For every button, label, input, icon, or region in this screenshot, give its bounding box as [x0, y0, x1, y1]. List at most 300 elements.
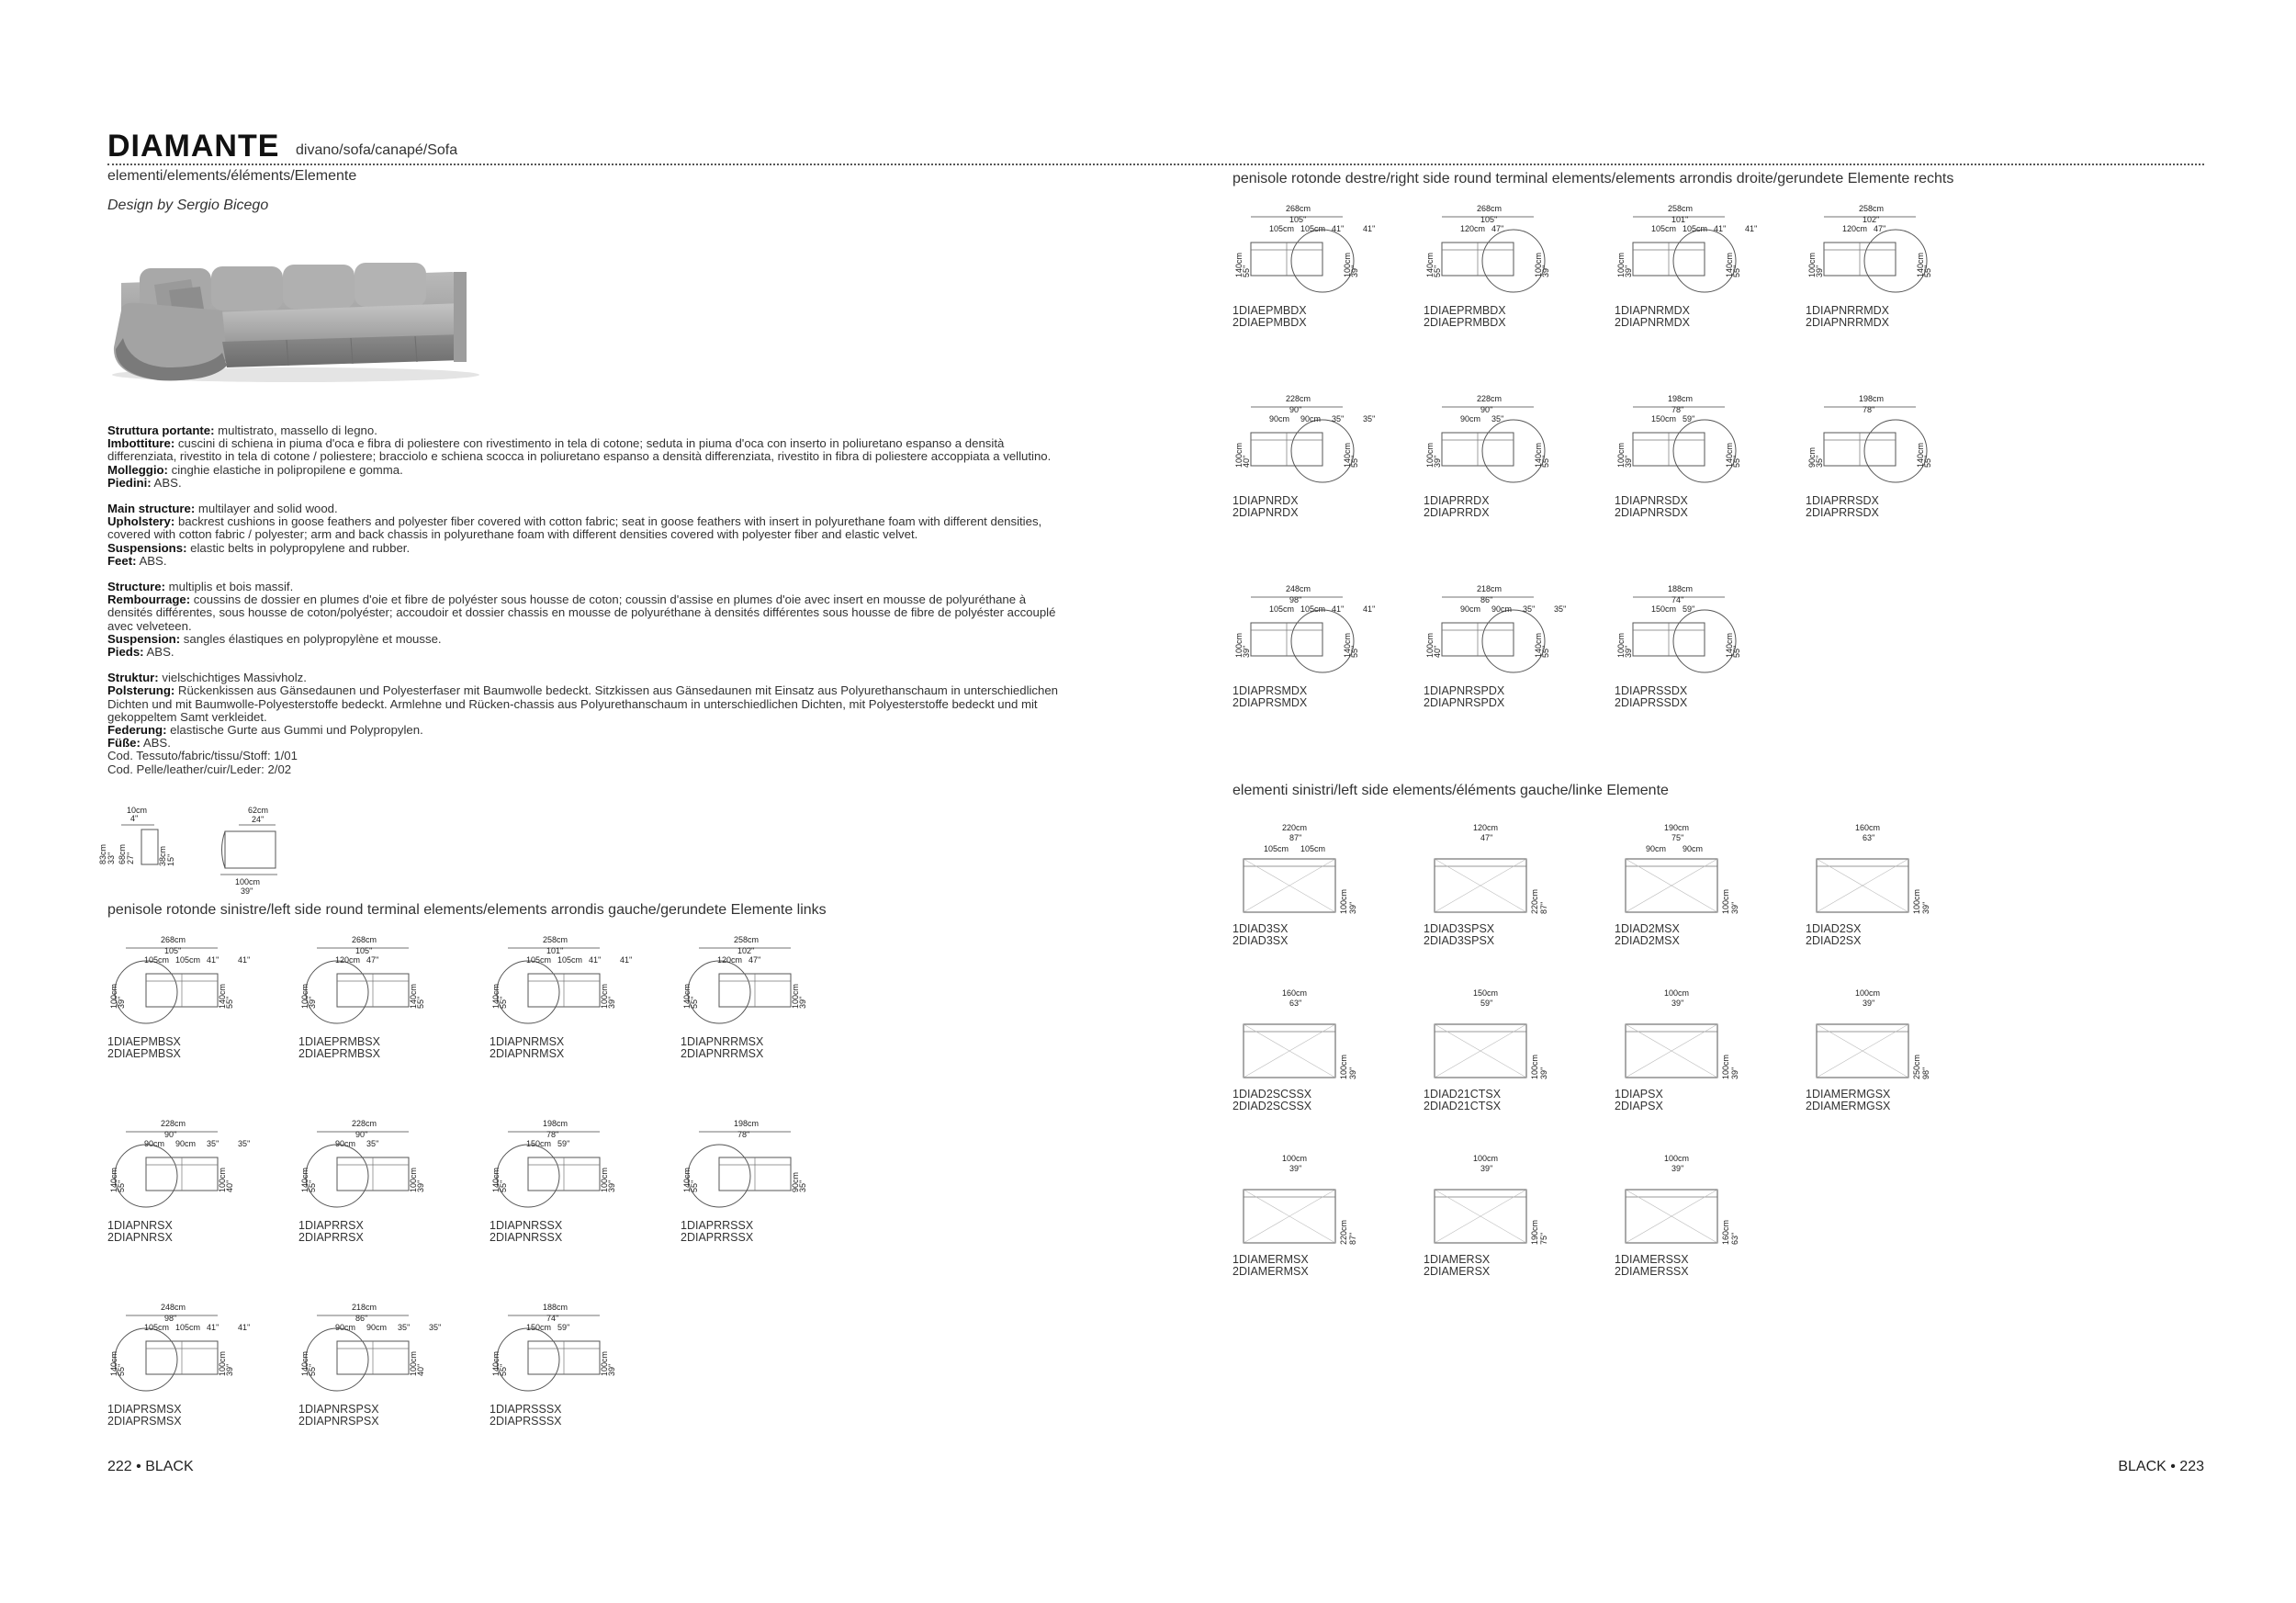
dimension-label: 87'': [1348, 1232, 1357, 1245]
dimension-label: 268cm: [1286, 204, 1311, 213]
dimension-label: 39'': [607, 1363, 616, 1376]
dimension-label: 105cm: [1264, 844, 1289, 853]
element-code: 1DIAD3SX: [1232, 922, 1289, 935]
dimension-label: 100cm: [1425, 632, 1435, 658]
desc-line: [107, 684, 1072, 724]
dimension-label: 248cm: [161, 1303, 186, 1312]
dimension-label: 41'': [238, 955, 251, 965]
element-drawing: [1232, 584, 1376, 685]
element-code: 2DIAEPMBDX: [1232, 316, 1307, 329]
dimension-label: 35'': [1332, 414, 1345, 423]
element-drawing-cell: [107, 1119, 251, 1244]
element-code: 1DIAD21CTSX: [1424, 1088, 1502, 1101]
dimension-label: 63'': [1289, 999, 1302, 1008]
dimension-label: 41'': [1363, 604, 1376, 614]
dimension-label: 63'': [1730, 1232, 1739, 1245]
dimension-label: 105'': [164, 946, 182, 955]
dimension-label: 78'': [1863, 405, 1875, 414]
dimension-label: 198cm: [1668, 394, 1694, 403]
dimension-label: 90cm: [1460, 414, 1481, 423]
desc-label: Imbottiture:: [107, 436, 175, 451]
dimension-label: 105cm: [1300, 844, 1326, 853]
desc-label: Suspensions:: [107, 540, 187, 555]
dimension-label: 47'': [1491, 224, 1504, 233]
element-codes: [1615, 1254, 1743, 1278]
element-codes: [1615, 685, 1743, 709]
element-drawing-cell: [1232, 822, 1361, 947]
dimension-label: 87'': [1289, 833, 1302, 842]
element-drawing: [1615, 1153, 1743, 1254]
dimension-label: 140cm: [1725, 442, 1734, 468]
element-code: 1DIAD2SCSSX: [1232, 1088, 1312, 1101]
element-code: 2DIAPSX: [1615, 1100, 1663, 1112]
dimension-label: 100cm: [300, 983, 310, 1009]
desc-line: [107, 424, 1072, 437]
dimension-label: 140cm: [218, 983, 227, 1009]
dimension-label: 140cm: [409, 983, 418, 1009]
element-drawing-cell: [681, 935, 809, 1060]
element-code: 1DIAMERSSX: [1615, 1253, 1689, 1266]
element-code: 1DIAMERMGSX: [1806, 1088, 1891, 1101]
dimension-label: 140cm: [1916, 252, 1925, 277]
dimension-label: 100cm: [1425, 442, 1435, 468]
element-codes: [1615, 923, 1743, 947]
dimension-label: 140cm: [491, 1350, 501, 1376]
desc-line: [107, 633, 1072, 646]
element-drawing-cell: [1615, 584, 1743, 709]
element-code: 2DIAD2SCSSX: [1232, 1100, 1312, 1112]
element-code: 2DIAPRSSDX: [1615, 696, 1688, 709]
element-code: 1DIAPNRSSX: [490, 1219, 563, 1232]
dimension-label: 100cm: [1339, 1054, 1348, 1079]
element-drawing: [1615, 584, 1743, 685]
dimension-label: 90cm: [335, 1139, 356, 1148]
element-drawing-cell: [1806, 204, 1934, 329]
element-drawing-cell: [1615, 394, 1743, 519]
element-drawing-cell: [1232, 584, 1376, 709]
element-drawing-cell: [107, 1303, 251, 1428]
dimension-label: 55'': [1732, 265, 1741, 277]
dimension-label: 160cm: [1855, 823, 1881, 832]
element-codes: [681, 1220, 809, 1244]
element-codes: [1806, 305, 1934, 329]
element-code: 2DIAPRRSSX: [681, 1231, 754, 1244]
element-code: 1DIAD2SX: [1806, 922, 1862, 935]
element-drawing-cell: [1232, 204, 1376, 329]
dimension-label: 59'': [1683, 414, 1695, 423]
element-drawing: [1232, 1153, 1361, 1254]
dimension-label: 220cm: [1530, 888, 1539, 914]
dimension-label: 59'': [557, 1139, 570, 1148]
element-drawing-cell: [1806, 822, 1934, 947]
element-drawing-cell: [1232, 394, 1376, 519]
element-codes: [490, 1220, 618, 1244]
element-drawing: [1615, 988, 1743, 1089]
dimension-label: 78'': [1671, 405, 1684, 414]
dimension-label: 39'': [1624, 455, 1633, 468]
desc-label: Molleggio:: [107, 462, 168, 477]
dimension-label: 140cm: [1725, 252, 1734, 277]
dimension-label: 35'': [1491, 414, 1504, 423]
dimension-label: 220cm: [1339, 1219, 1348, 1245]
dimension-label: 90cm: [1683, 844, 1704, 853]
dimension-label: 90cm: [1646, 844, 1667, 853]
dimension-label: 90cm: [1269, 414, 1290, 423]
dimension-label: 100cm: [1855, 988, 1881, 998]
dimension-label: 188cm: [1668, 584, 1694, 593]
dimension-label: 55'': [416, 996, 425, 1009]
element-drawing-cell: [1615, 822, 1743, 947]
dim-label: 27'': [126, 852, 135, 864]
dimension-label: 100cm: [1234, 632, 1244, 658]
dim-label: 62cm: [248, 806, 269, 815]
dimension-label: 75'': [1671, 833, 1684, 842]
element-drawing-cell: [1424, 394, 1552, 519]
desc-text: elastische Gurte aus Gummi und Polypropylen.: [166, 723, 423, 738]
dimension-label: 150cm: [526, 1139, 552, 1148]
dimension-label: 63'': [1863, 833, 1875, 842]
element-codes: [1232, 1254, 1361, 1278]
element-drawing-cell: [1232, 988, 1361, 1112]
element-drawing-cell: [298, 1119, 427, 1244]
dimension-label: 105cm: [557, 955, 583, 965]
dim-label: 33'': [107, 852, 116, 864]
dimension-label: 86'': [1480, 595, 1493, 604]
element-drawing: [681, 1119, 809, 1220]
dimension-label: 105cm: [144, 955, 170, 965]
dimension-label: 75'': [1539, 1232, 1548, 1245]
dimension-label: 90cm: [175, 1139, 197, 1148]
dimension-label: 55'': [499, 996, 508, 1009]
dimension-label: 55'': [225, 996, 234, 1009]
dimension-label: 78'': [737, 1130, 750, 1139]
element-drawing: [1806, 204, 1934, 305]
dimension-label: 74'': [1671, 595, 1684, 604]
desc-label: Feet:: [107, 553, 137, 568]
element-codes: [107, 1036, 236, 1060]
element-codes: [1615, 305, 1743, 329]
dimension-label: 100cm: [600, 1167, 609, 1192]
desc-text: multiplis et bois massif.: [165, 580, 294, 594]
dimension-label: 120cm: [717, 955, 743, 965]
dim-label: 39'': [241, 886, 253, 896]
dimension-label: 47'': [748, 955, 761, 965]
dimension-label: 39'': [1730, 1067, 1739, 1079]
dimension-label: 100cm: [1721, 1054, 1730, 1079]
dimension-label: 218cm: [1477, 584, 1503, 593]
dimension-label: 105cm: [526, 955, 552, 965]
dimension-label: 100cm: [1664, 1154, 1690, 1163]
desc-text: ABS.: [136, 553, 167, 568]
dimension-label: 55'': [1242, 265, 1251, 277]
dimension-label: 90cm: [335, 1323, 356, 1332]
dimension-label: 160cm: [1721, 1219, 1730, 1245]
element-code: 1DIAMERMSX: [1232, 1253, 1309, 1266]
dimension-label: 55'': [499, 1180, 508, 1192]
page-number-left: 222 • BLACK: [107, 1459, 194, 1474]
dimension-label: 100cm: [1616, 632, 1626, 658]
description-german: [107, 672, 1072, 776]
element-code: 1DIAPRRSX: [298, 1219, 364, 1232]
element-codes: [681, 1036, 809, 1060]
dimension-label: 268cm: [352, 935, 377, 944]
dimension-label: 140cm: [109, 1350, 118, 1376]
dimension-label: 188cm: [543, 1303, 568, 1312]
dimension-label: 39'': [1350, 265, 1359, 277]
element-code: 2DIAD21CTSX: [1424, 1100, 1502, 1112]
element-drawing: [1806, 822, 1934, 923]
element-drawing: [1424, 1153, 1552, 1254]
desc-text: ABS.: [151, 475, 182, 490]
dimension-label: 102'': [737, 946, 755, 955]
dimension-label: 39'': [1921, 901, 1930, 914]
desc-text: elastic belts in polypropylene and rubber.: [186, 540, 411, 555]
element-code: 1DIAPRSMDX: [1232, 684, 1308, 697]
dimension-label: 74'': [546, 1314, 559, 1323]
desc-text: Rückenkissen aus Gänsedaunen und Polyesterfaser mit Baumwolle bedeckt. Sitzkissen aus Gänsedaunen mit Einsatz aus Polyurethanschaum in unterschiedlichen Dichten und mit Baumwolle-Polyesterstoffe bedeckt. Armlehne und Rücken-chassis aus Polyurethanschaum in unterschiedlichen Dichten, mit Polyesterstoffe bedeckt und mit gekoppeltem Samt verkleidet.: [107, 683, 1059, 724]
desc-label: Struttura portante:: [107, 423, 215, 437]
dimension-label: 39'': [1348, 1067, 1357, 1079]
dimension-label: 41'': [1363, 224, 1376, 233]
dimension-label: 140cm: [300, 1167, 310, 1192]
element-codes: [1424, 1089, 1552, 1112]
dimension-label: 39'': [1242, 645, 1251, 658]
desc-text: multilayer and solid wood.: [195, 502, 338, 516]
dimension-label: 98'': [1921, 1067, 1930, 1079]
element-drawing-cell: [1424, 1153, 1552, 1278]
dimension-label: 41'': [207, 955, 219, 965]
dimension-label: 140cm: [300, 1350, 310, 1376]
desc-text: multistrato, massello di legno.: [214, 423, 377, 437]
designer-credit: Design by Sergio Bicego: [107, 198, 269, 213]
element-code: 2DIAPRRDX: [1424, 506, 1490, 519]
dimension-label: 100cm: [1616, 442, 1626, 468]
dimension-label: 55'': [308, 1180, 317, 1192]
element-code: 2DIAMERSX: [1424, 1265, 1491, 1278]
dimension-label: 105cm: [1269, 604, 1295, 614]
element-codes: [107, 1220, 236, 1244]
description-english: [107, 502, 1072, 568]
element-drawing: [1232, 822, 1361, 923]
brand-title: DIAMANTE: [107, 129, 280, 164]
element-drawing-cell: [490, 1119, 618, 1244]
dimension-label: 87'': [1539, 901, 1548, 914]
sofa-photo: [103, 246, 470, 384]
dimension-label: 41'': [238, 1323, 251, 1332]
dimension-label: 47'': [366, 955, 379, 965]
dimension-label: 78'': [546, 1130, 559, 1139]
dimension-label: 258cm: [1859, 204, 1885, 213]
section-title-left-round: penisole rotonde sinistre/left side round terminal elements/elements arrondis gauche/gerundete Elemente links: [107, 902, 827, 918]
element-code: 1DIAPNRSX: [107, 1219, 173, 1232]
desc-text: ABS.: [140, 736, 171, 751]
dimension-label: 55'': [690, 996, 699, 1009]
element-code: 1DIAPNRMSX: [490, 1035, 565, 1048]
dimension-label: 55'': [117, 1180, 126, 1192]
dimension-label: 41'': [589, 955, 602, 965]
dimension-label: 35'': [398, 1323, 411, 1332]
section-title-left-side: elementi sinistri/left side elements/éléments gauche/linke Elemente: [1232, 783, 1669, 798]
dimension-label: 90cm: [366, 1323, 388, 1332]
element-code: 1DIAPRSSSX: [490, 1403, 562, 1416]
description-italian: [107, 424, 1072, 490]
desc-line: [107, 542, 1072, 555]
dimension-label: 55'': [117, 1363, 126, 1376]
dimension-label: 120cm: [1473, 823, 1499, 832]
dimension-label: 39'': [1289, 1164, 1302, 1173]
dimension-label: 150cm: [1651, 604, 1677, 614]
dimension-label: 100cm: [1282, 1154, 1308, 1163]
dim-label: 38cm: [158, 845, 167, 866]
element-codes: [1806, 923, 1934, 947]
dimension-label: 160cm: [1282, 988, 1308, 998]
element-code: 2DIAD3SPSX: [1424, 934, 1495, 947]
element-drawing: [1806, 394, 1934, 495]
desc-line: [107, 581, 1072, 593]
dimension-label: 39'': [117, 996, 126, 1009]
element-drawing: [1424, 822, 1552, 923]
header-divider: [107, 164, 2204, 165]
dimension-label: 100cm: [218, 1350, 227, 1376]
element-code: 2DIAPNRSX: [107, 1231, 173, 1244]
element-code: 2DIAPNRSPDX: [1424, 696, 1505, 709]
desc-label: Upholstery:: [107, 514, 175, 529]
dimension-label: 105cm: [1651, 224, 1677, 233]
dimension-label: 120cm: [335, 955, 361, 965]
element-codes: [1424, 685, 1552, 709]
dimension-label: 100cm: [109, 983, 118, 1009]
dimension-label: 35'': [1363, 414, 1376, 423]
dimension-label: 120cm: [1842, 224, 1868, 233]
element-code: 1DIAPRSSDX: [1615, 684, 1688, 697]
dimension-label: 90'': [1289, 405, 1302, 414]
dimension-label: 100cm: [1912, 888, 1921, 914]
element-drawing-cell: [1424, 822, 1552, 947]
dimension-label: 90cm: [1300, 414, 1322, 423]
desc-line: [107, 724, 1072, 737]
element-codes: [298, 1404, 427, 1428]
dimension-label: 39'': [607, 1180, 616, 1192]
dimension-label: 150cm: [1651, 414, 1677, 423]
element-code: 1DIAD3SPSX: [1424, 922, 1495, 935]
desc-line: [107, 464, 1072, 477]
dimension-label: 140cm: [491, 983, 501, 1009]
element-code: 2DIAPRSSSX: [490, 1415, 562, 1428]
dimension-label: 55'': [1923, 455, 1932, 468]
element-code: 2DIAMERMGSX: [1806, 1100, 1891, 1112]
dimension-label: 258cm: [734, 935, 760, 944]
dimension-label: 39'': [1539, 1067, 1548, 1079]
dimension-label: 228cm: [352, 1119, 377, 1128]
dim-label: 4'': [130, 814, 139, 823]
dimension-label: 102'': [1863, 215, 1880, 224]
element-drawing-cell: [490, 935, 633, 1060]
dimension-label: 190cm: [1530, 1219, 1539, 1245]
dimension-label: 100cm: [1339, 888, 1348, 914]
dimension-label: 40'': [1242, 455, 1251, 468]
dimension-label: 150cm: [1473, 988, 1499, 998]
desc-text: cinghie elastiche in polipropilene e gomma.: [167, 462, 403, 477]
element-drawing: [1232, 988, 1361, 1089]
element-code: 2DIAMERSSX: [1615, 1265, 1689, 1278]
dimension-label: 105cm: [1683, 224, 1708, 233]
elements-label: elementi/elements/éléments/Elemente: [107, 168, 357, 184]
dimension-label: 100cm: [1664, 988, 1690, 998]
element-code: 1DIAPNRSPDX: [1424, 684, 1505, 697]
element-drawing-cell: [1232, 1153, 1361, 1278]
element-code: 2DIAPRSMDX: [1232, 696, 1308, 709]
element-codes: [1615, 495, 1743, 519]
dimension-label: 140cm: [1234, 252, 1244, 277]
dim-label: 68cm: [118, 843, 127, 864]
dimension-label: 100cm: [409, 1350, 418, 1376]
dimension-label: 100cm: [1343, 252, 1352, 277]
element-codes: [1424, 923, 1552, 947]
element-code: 2DIAPRSMSX: [107, 1415, 182, 1428]
element-drawing-cell: [1806, 988, 1934, 1112]
dimension-label: 105'': [355, 946, 373, 955]
element-code: 2DIAPNRMSX: [490, 1047, 565, 1060]
dimension-label: 190cm: [1664, 823, 1690, 832]
dimension-label: 100cm: [1530, 1054, 1539, 1079]
desc-line: [107, 515, 1072, 541]
dimension-label: 90cm: [791, 1171, 800, 1192]
element-code: 2DIAD2SX: [1806, 934, 1862, 947]
element-drawing: [1424, 988, 1552, 1089]
element-drawing: [490, 935, 633, 1036]
dimension-label: 90cm: [1491, 604, 1513, 614]
dimension-label: 105cm: [175, 1323, 201, 1332]
dimension-label: 198cm: [734, 1119, 760, 1128]
dim-label: 15'': [166, 853, 175, 866]
dimension-label: 90'': [1480, 405, 1493, 414]
element-drawing: [298, 1303, 442, 1404]
dimension-label: 41'': [1332, 604, 1345, 614]
dimension-label: 218cm: [352, 1303, 377, 1312]
dimension-label: 59'': [557, 1323, 570, 1332]
dimension-label: 55'': [1350, 645, 1359, 658]
dimension-label: 39'': [1433, 455, 1442, 468]
dimension-label: 150cm: [526, 1323, 552, 1332]
dimension-label: 105cm: [1269, 224, 1295, 233]
element-code: 2DIAPNRSPSX: [298, 1415, 379, 1428]
dimension-label: 55'': [499, 1363, 508, 1376]
dimension-label: 41'': [1745, 224, 1758, 233]
element-codes: [490, 1404, 618, 1428]
dimension-label: 39'': [1348, 901, 1357, 914]
element-code: 1DIAPNRDX: [1232, 494, 1299, 507]
dimension-label: 55'': [690, 1180, 699, 1192]
dim-label: 100cm: [235, 877, 261, 886]
element-code: 1DIAPNRSPSX: [298, 1403, 379, 1416]
dimension-label: 39'': [1480, 1164, 1493, 1173]
dimension-label: 198cm: [1859, 394, 1885, 403]
dimension-label: 98'': [164, 1314, 177, 1323]
element-code: 2DIAPRRSX: [298, 1231, 364, 1244]
dimension-label: 55'': [1732, 455, 1741, 468]
dim-label: 83cm: [98, 843, 107, 864]
dimension-label: 140cm: [1725, 632, 1734, 658]
dimension-label: 100cm: [1616, 252, 1626, 277]
element-drawing-cell: [1806, 394, 1934, 519]
element-code: 1DIAMERSX: [1424, 1253, 1491, 1266]
element-drawing-cell: [1424, 988, 1552, 1112]
element-drawing-cell: [298, 935, 427, 1060]
dimension-label: 120cm: [1460, 224, 1486, 233]
dimension-label: 100cm: [1473, 1154, 1499, 1163]
dimension-label: 39'': [1671, 1164, 1684, 1173]
dimension-label: 90cm: [1807, 446, 1817, 468]
